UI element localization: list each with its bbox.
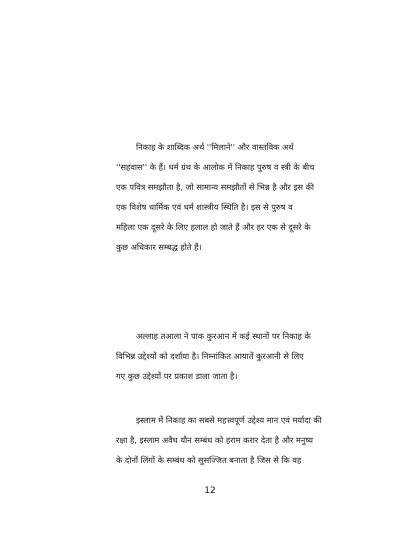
text-line: विभिन्न उद्देश्यों को दर्शाया है। निम्नांकित आयातें कुरआनी से लिए [116, 351, 304, 361]
paragraph-islam-objective [116, 410, 332, 470]
text-line: अल्लाह तआला ने पाक कुरआन में कई स्थानों पर निकाह के [136, 331, 311, 341]
text-line: एक पवित्र समझौता है, जो सामान्य समझौतों से भिन्न है और इस की [116, 182, 315, 192]
text-line: ''सहवास'' के हैं। धर्म ग्रंथ के आलोक में निकाह पुरुष व स्त्री के बीच [116, 162, 315, 172]
paragraph-nikah-meaning [116, 137, 332, 257]
paragraph-quran-objectives [116, 326, 332, 386]
text-line: इस्लाम में निकाह का सबसे महत्त्वपूर्ण उद्देश्य मान एवं मर्यादा की [136, 415, 322, 425]
text-line: रक्षा है, इस्लाम अवैध यौन सम्बंध को हराम करार देता है और मनुष्य [116, 435, 313, 445]
text-line: महिला एक दूसरे के लिए हलाल हो जाते हैं और हर एक से दूसरे के [116, 222, 311, 232]
text-line: के दोनों लिंगों के सम्बंध को सुसज्जित बनाता है जिस से कि वह [116, 455, 302, 465]
page-number: 12 [204, 486, 216, 496]
text-line: एक विशेष धार्मिक एवं धर्म शास्त्रीय स्थिति है। इस से पुरुष व [116, 202, 293, 212]
text-line: कुछ अधिकार सम्बद्ध होते हैं। [116, 242, 202, 252]
text-line: निकाह के शाब्दिक अर्थ ''मिलाने'' और वास्तविक अर्थ [136, 142, 294, 152]
text-line: गए कुछ उद्देश्यों पर प्रकाश डाला जाता है। [116, 371, 238, 381]
